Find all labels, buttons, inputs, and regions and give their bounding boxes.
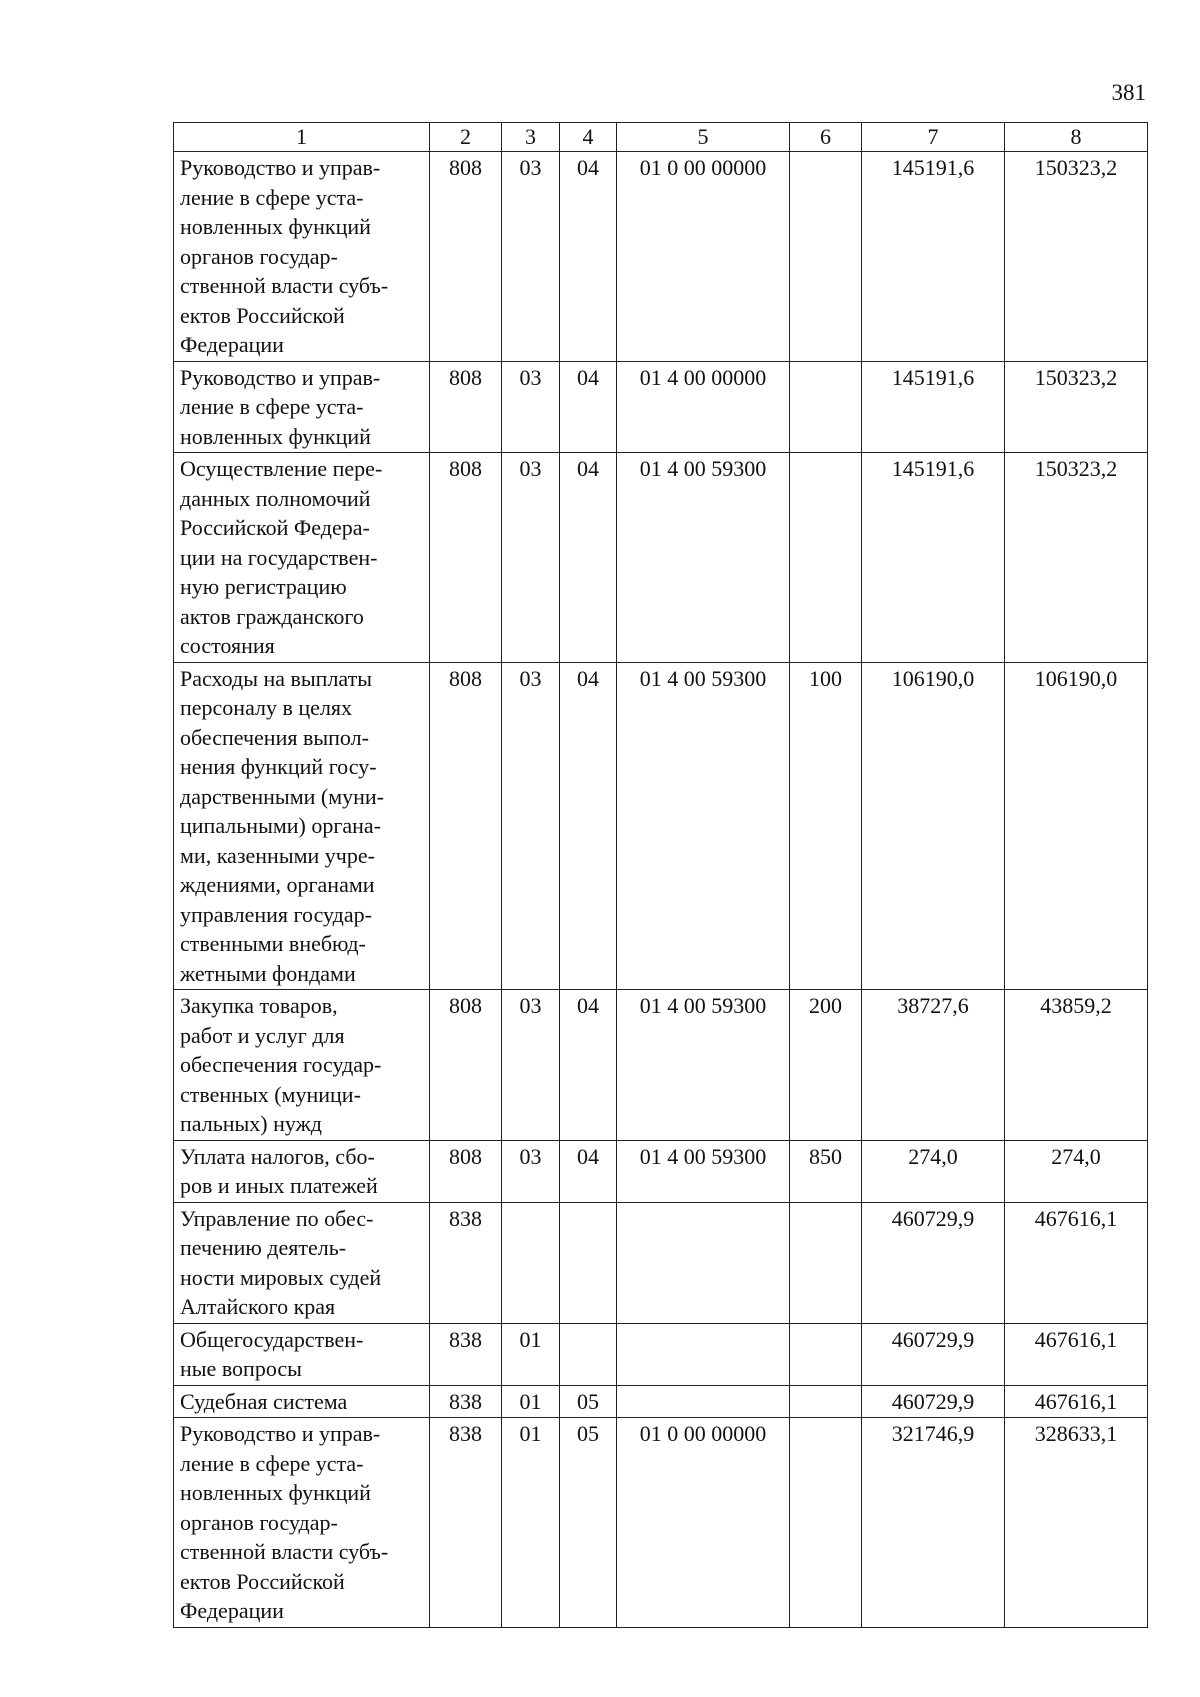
row-amount-year-2: 150323,2 xyxy=(1005,152,1148,362)
row-expense-type-code xyxy=(790,453,862,663)
row-expense-type-code xyxy=(790,152,862,362)
row-section-code: 03 xyxy=(502,152,560,362)
row-ministry-code: 808 xyxy=(430,990,502,1141)
header-col-3: 3 xyxy=(502,123,560,152)
row-target-article-code: 01 4 00 59300 xyxy=(617,990,790,1141)
row-ministry-code: 838 xyxy=(430,1385,502,1418)
header-col-2: 2 xyxy=(430,123,502,152)
row-amount-year-2: 274,0 xyxy=(1005,1140,1148,1202)
row-description: Осуществление пере- данных полномочий Российской Федера- ции на государствен- ную регистрацию актов гражданского состояния xyxy=(174,453,430,663)
row-subsection-code: 04 xyxy=(560,662,617,990)
row-section-code: 01 xyxy=(502,1418,560,1628)
row-ministry-code: 808 xyxy=(430,361,502,453)
row-section-code xyxy=(502,1202,560,1323)
row-description: Расходы на выплаты персоналу в целях обеспечения выпол- нения функций госу- дарственными (муни- ципальными) органа- ми, казенными учре- ждениями, органами управления государ- ственными внебюд- жетными фондами xyxy=(174,662,430,990)
row-section-code: 01 xyxy=(502,1385,560,1418)
row-amount-year-2: 150323,2 xyxy=(1005,453,1148,663)
row-subsection-code: 04 xyxy=(560,361,617,453)
row-amount-year-1: 460729,9 xyxy=(862,1323,1005,1385)
row-ministry-code: 808 xyxy=(430,662,502,990)
row-ministry-code: 838 xyxy=(430,1418,502,1628)
table-row xyxy=(174,152,1148,362)
row-amount-year-1: 145191,6 xyxy=(862,152,1005,362)
row-description: Судебная система xyxy=(174,1385,430,1418)
table-row xyxy=(174,361,1148,453)
row-description: Руководство и управ- ление в сфере уста- новленных функций xyxy=(174,361,430,453)
row-expense-type-code xyxy=(790,1323,862,1385)
table-row xyxy=(174,1418,1148,1628)
row-subsection-code: 05 xyxy=(560,1385,617,1418)
row-expense-type-code: 200 xyxy=(790,990,862,1141)
row-target-article-code: 01 0 00 00000 xyxy=(617,152,790,362)
row-expense-type-code xyxy=(790,1418,862,1628)
table-row xyxy=(174,453,1148,663)
table-header-row xyxy=(174,123,1148,152)
row-ministry-code: 808 xyxy=(430,453,502,663)
header-col-7: 7 xyxy=(862,123,1005,152)
row-ministry-code: 838 xyxy=(430,1202,502,1323)
row-expense-type-code: 100 xyxy=(790,662,862,990)
row-expense-type-code xyxy=(790,361,862,453)
row-description: Общегосударствен- ные вопросы xyxy=(174,1323,430,1385)
row-section-code: 03 xyxy=(502,453,560,663)
row-amount-year-1: 321746,9 xyxy=(862,1418,1005,1628)
row-target-article-code xyxy=(617,1202,790,1323)
row-description: Управление по обес- печению деятель- ности мировых судей Алтайского края xyxy=(174,1202,430,1323)
row-amount-year-2: 467616,1 xyxy=(1005,1323,1148,1385)
header-col-6: 6 xyxy=(790,123,862,152)
header-col-8: 8 xyxy=(1005,123,1148,152)
row-amount-year-2: 467616,1 xyxy=(1005,1202,1148,1323)
row-target-article-code xyxy=(617,1323,790,1385)
row-ministry-code: 838 xyxy=(430,1323,502,1385)
row-amount-year-1: 145191,6 xyxy=(862,361,1005,453)
row-description: Уплата налогов, сбо- ров и иных платежей xyxy=(174,1140,430,1202)
row-ministry-code: 808 xyxy=(430,152,502,362)
header-col-5: 5 xyxy=(617,123,790,152)
row-amount-year-1: 460729,9 xyxy=(862,1202,1005,1323)
row-target-article-code: 01 4 00 59300 xyxy=(617,453,790,663)
row-target-article-code: 01 0 00 00000 xyxy=(617,1418,790,1628)
row-ministry-code: 808 xyxy=(430,1140,502,1202)
row-expense-type-code: 850 xyxy=(790,1140,862,1202)
row-subsection-code: 04 xyxy=(560,990,617,1141)
row-amount-year-2: 467616,1 xyxy=(1005,1385,1148,1418)
row-subsection-code: 04 xyxy=(560,453,617,663)
row-section-code: 01 xyxy=(502,1323,560,1385)
row-target-article-code: 01 4 00 59300 xyxy=(617,1140,790,1202)
header-col-4: 4 xyxy=(560,123,617,152)
row-expense-type-code xyxy=(790,1385,862,1418)
row-amount-year-2: 106190,0 xyxy=(1005,662,1148,990)
row-section-code: 03 xyxy=(502,990,560,1141)
row-description: Руководство и управ- ление в сфере уста- новленных функций органов государ- ственной власти субъ- ектов Российской Федерации xyxy=(174,1418,430,1628)
row-amount-year-1: 145191,6 xyxy=(862,453,1005,663)
table-row xyxy=(174,662,1148,990)
row-amount-year-2: 43859,2 xyxy=(1005,990,1148,1141)
table-row xyxy=(174,990,1148,1141)
row-amount-year-1: 274,0 xyxy=(862,1140,1005,1202)
row-description: Руководство и управ- ление в сфере уста- новленных функций органов государ- ственной власти субъ- ектов Российской Федерации xyxy=(174,152,430,362)
row-target-article-code xyxy=(617,1385,790,1418)
row-subsection-code xyxy=(560,1202,617,1323)
row-amount-year-1: 460729,9 xyxy=(862,1385,1005,1418)
row-subsection-code: 04 xyxy=(560,1140,617,1202)
budget-table xyxy=(173,122,1148,1628)
row-amount-year-2: 328633,1 xyxy=(1005,1418,1148,1628)
row-amount-year-2: 150323,2 xyxy=(1005,361,1148,453)
row-subsection-code xyxy=(560,1323,617,1385)
table-row xyxy=(174,1202,1148,1323)
row-expense-type-code xyxy=(790,1202,862,1323)
row-amount-year-1: 106190,0 xyxy=(862,662,1005,990)
row-subsection-code: 04 xyxy=(560,152,617,362)
row-section-code: 03 xyxy=(502,1140,560,1202)
table-row xyxy=(174,1323,1148,1385)
row-description: Закупка товаров, работ и услуг для обеспечения государ- ственных (муници- пальных) нужд xyxy=(174,990,430,1141)
row-subsection-code: 05 xyxy=(560,1418,617,1628)
row-target-article-code: 01 4 00 59300 xyxy=(617,662,790,990)
row-target-article-code: 01 4 00 00000 xyxy=(617,361,790,453)
header-col-1: 1 xyxy=(174,123,430,152)
row-section-code: 03 xyxy=(502,662,560,990)
row-amount-year-1: 38727,6 xyxy=(862,990,1005,1141)
table-row xyxy=(174,1140,1148,1202)
row-section-code: 03 xyxy=(502,361,560,453)
page-number: 381 xyxy=(1111,80,1146,105)
table-row xyxy=(174,1385,1148,1418)
